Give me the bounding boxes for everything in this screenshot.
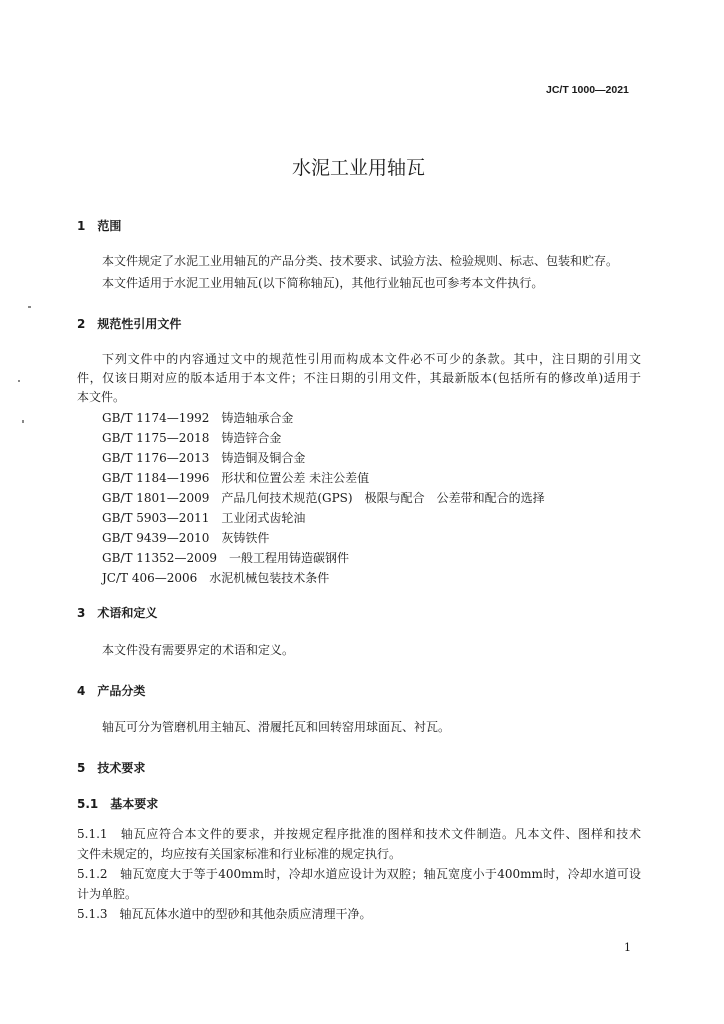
standard-number: JC/T 1000—2021 xyxy=(546,84,629,96)
scan-speck xyxy=(18,380,20,382)
reference-item: JC/T 406—2006 水泥机械包装技术条件 xyxy=(102,571,330,585)
page-number: 1 xyxy=(624,941,631,954)
section-5-heading: 5 技术要求 xyxy=(77,761,146,775)
reference-item: GB/T 11352—2009 一般工程用铸造碳钢件 xyxy=(102,551,349,565)
clause-5-1-2-line-2: 计为单腔。 xyxy=(77,887,138,901)
reference-item: GB/T 1184—1996 形状和位置公差 未注公差值 xyxy=(102,471,370,485)
reference-item: GB/T 9439—2010 灰铸铁件 xyxy=(102,531,270,545)
clause-5-1-2-line-1: 5.1.2 轴瓦宽度大于等于400mm时，冷却水道应设计为双腔；轴瓦宽度小于400mm时，冷却水道可设 xyxy=(77,867,641,881)
section-2-intro-line-1: 下列文件中的内容通过文中的规范性引用而构成本文件必不可少的条款。其中，注日期的引用文 xyxy=(102,352,641,366)
section-4-heading: 4 产品分类 xyxy=(77,684,146,698)
section-1-paragraph-2: 本文件适用于水泥工业用轴瓦(以下简称轴瓦)，其他行业轴瓦也可参考本文件执行。 xyxy=(102,276,544,290)
reference-item: GB/T 1176—2013 铸造铜及铜合金 xyxy=(102,451,306,465)
section-2-intro-line-3: 本文件。 xyxy=(77,390,126,404)
reference-item: GB/T 1174—1992 铸造轴承合金 xyxy=(102,411,294,425)
clause-5-1-1-line-2: 文件未规定的，均应按有关国家标准和行业标准的规定执行。 xyxy=(77,847,402,861)
reference-item: GB/T 1175—2018 铸造锌合金 xyxy=(102,431,282,445)
subsection-5-1-heading: 5.1 基本要求 xyxy=(77,797,159,811)
section-4-paragraph: 轴瓦可分为管磨机用主轴瓦、滑履托瓦和回转窑用球面瓦、衬瓦。 xyxy=(102,720,451,734)
section-3-paragraph: 本文件没有需要界定的术语和定义。 xyxy=(102,643,295,657)
section-1-paragraph-1: 本文件规定了水泥工业用轴瓦的产品分类、技术要求、试验方法、检验规则、标志、包装和贮存。 xyxy=(102,254,619,268)
document-title: 水泥工业用轴瓦 xyxy=(292,157,426,179)
clause-5-1-3: 5.1.3 轴瓦瓦体水道中的型砂和其他杂质应清理干净。 xyxy=(77,907,372,921)
reference-item: GB/T 5903—2011 工业闭式齿轮油 xyxy=(102,511,306,525)
section-1-heading: 1 范围 xyxy=(77,219,122,233)
reference-item: GB/T 1801—2009 产品几何技术规范(GPS) 极限与配合 公差带和配合的选择 xyxy=(102,491,545,505)
scan-speck xyxy=(22,420,24,423)
clause-5-1-1-line-1: 5.1.1 轴瓦应符合本文件的要求，并按规定程序批准的图样和技术文件制造。凡本文件、图样和技术 xyxy=(77,827,641,841)
section-2-heading: 2 规范性引用文件 xyxy=(77,317,182,331)
scan-speck xyxy=(28,306,31,308)
section-2-intro-line-2: 件，仅该日期对应的版本适用于本文件；不注日期的引用文件，其最新版本(包括所有的修改单)适用于 xyxy=(77,371,641,385)
section-3-heading: 3 术语和定义 xyxy=(77,606,158,620)
